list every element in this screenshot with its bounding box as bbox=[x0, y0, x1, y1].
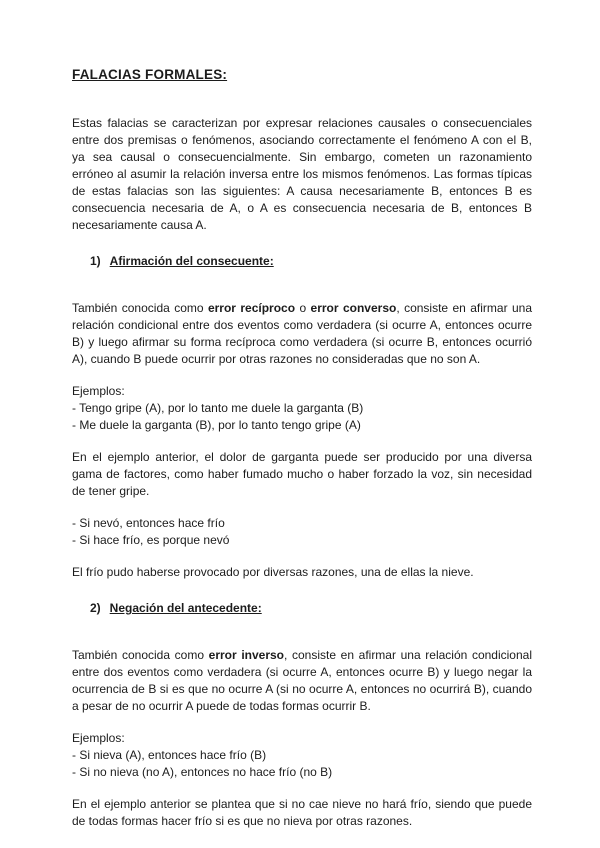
section-2-number: 2) bbox=[90, 601, 101, 615]
section-2-explanation: En el ejemplo anterior se plantea que si no cae nieve no hará frío, siendo que puede de todas formas hacer frío si es que no nieva por otras razones. bbox=[72, 797, 532, 828]
section-1-examples bbox=[72, 383, 532, 434]
section-1-examples-2 bbox=[72, 515, 532, 549]
example-item: - Si nieva (A), entonces hace frío (B) bbox=[72, 748, 267, 762]
section-1-description bbox=[72, 300, 532, 368]
section-1-explanation: En el ejemplo anterior, el dolor de garganta puede ser producido por una diversa gama de factores, como haber fumado mucho o haber forzado la voz, sin necesidad de tener gripe. bbox=[72, 450, 532, 498]
section-2-description bbox=[72, 647, 532, 715]
description-text: También conocida como bbox=[72, 648, 209, 662]
bold-term-reciprocal-error: error recíproco bbox=[207, 301, 296, 315]
bold-term-converse-error: error converso bbox=[310, 301, 397, 315]
section-2-examples bbox=[72, 730, 532, 781]
bold-term-inverse-error: error inverso bbox=[208, 648, 285, 662]
example-item: - Tengo gripe (A), por lo tanto me duele la garganta (B) bbox=[72, 401, 364, 415]
example-item: - Me duele la garganta (B), por lo tanto tengo gripe (A) bbox=[72, 418, 361, 432]
description-text: , consiste en afirmar una relación condicional entre dos eventos como verdadera (si ocurre A, entonces ocurre B) y luego afirmar su forma recíproca como verdadera (si ocurre B, entonces ocurrió A), cuando B puede ocurrir por otras razones no consideradas que no son A. bbox=[72, 301, 532, 366]
document-title: FALACIAS FORMALES: bbox=[72, 67, 228, 82]
section-1-explanation-2: El frío pudo haberse provocado por diversas razones, una de ellas la nieve. bbox=[72, 565, 474, 579]
example-item: - Si hace frío, es porque nevó bbox=[72, 533, 230, 547]
intro-paragraph: Estas falacias se caracterizan por expresar relaciones causales o consecuenciales entre dos premisas o fenómenos, asociando correctamente el fenómeno A con el B, ya sea causal o consecuencialmente. Sin embargo, cometen un razonamiento erróneo al asumir la relación inversa entre los mismos fenómenos. Las formas típicas de estas falacias son las siguientes: A causa necesariamente B, entonces B es consecuencia necesaria de A, o A es consecuencia necesaria de B, entonces B necesariamente causa A. bbox=[72, 116, 532, 232]
section-affirming-consequent bbox=[72, 253, 532, 581]
examples-label: Ejemplos: bbox=[72, 384, 125, 398]
section-denying-antecedent bbox=[72, 600, 532, 830]
section-1-number: 1) bbox=[90, 254, 101, 268]
section-1-heading bbox=[90, 253, 532, 270]
description-text: o bbox=[295, 301, 311, 315]
example-item: - Si no nieva (no A), entonces no hace frío (no B) bbox=[72, 765, 333, 779]
section-1-heading-text: Afirmación del consecuente: bbox=[109, 254, 274, 268]
description-text: También conocida como bbox=[72, 301, 208, 315]
section-2-heading bbox=[90, 600, 532, 617]
description-text: , consiste en afirmar una relación condicional entre dos eventos como verdadera (si ocurre A, entonces ocurre B) y luego negar la ocurrencia de B si es que no ocurre A (si no ocurre A, entonces no ocurrirá B), cuando a pesar de no ocurrir A puede de todas formas ocurrir B. bbox=[72, 648, 532, 713]
example-item: - Si nevó, entonces hace frío bbox=[72, 516, 225, 530]
section-2-heading-text: Negación del antecedente: bbox=[109, 601, 262, 615]
examples-label: Ejemplos: bbox=[72, 731, 125, 745]
